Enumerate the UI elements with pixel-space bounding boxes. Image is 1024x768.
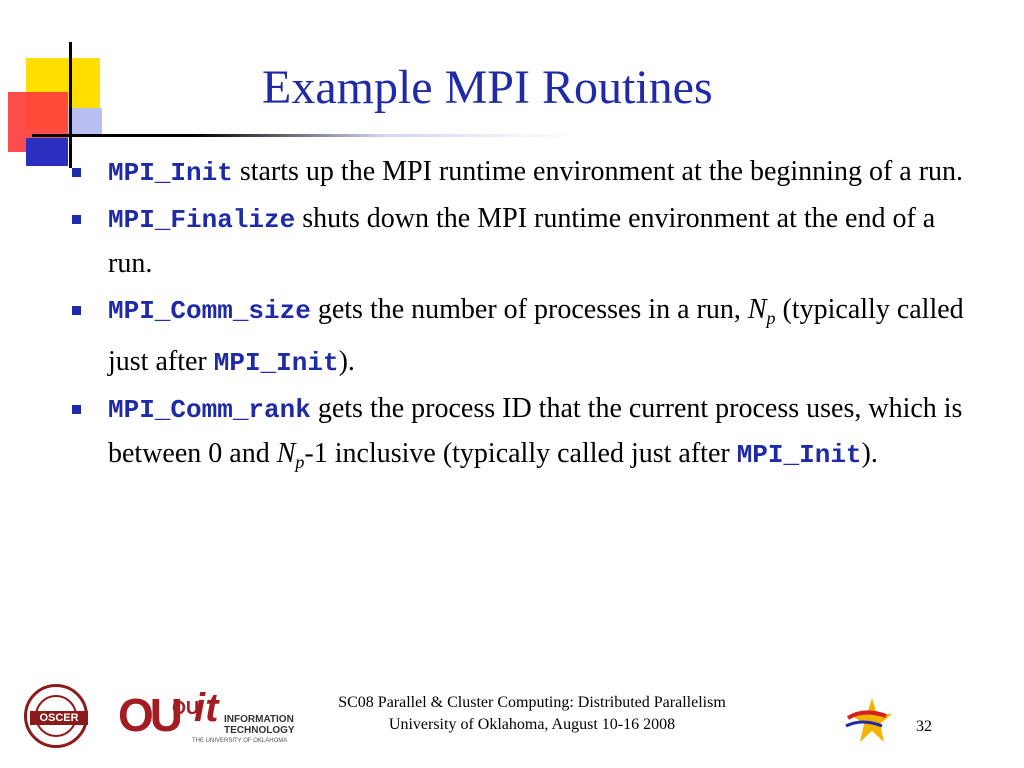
bullet-text: ). bbox=[338, 346, 355, 377]
it-label: INFORMATION TECHNOLOGY bbox=[224, 714, 295, 736]
code-term: MPI_Init bbox=[736, 440, 862, 470]
bullet-item bbox=[70, 150, 980, 195]
sc08-star-logo bbox=[842, 696, 892, 746]
variable-subscript: p bbox=[295, 452, 305, 472]
variable: N bbox=[276, 438, 296, 469]
bullet-text: gets the process ID that the current process uses, which is between 0 and bbox=[108, 393, 963, 469]
bullet-square-icon bbox=[72, 168, 81, 177]
footer-logos bbox=[24, 684, 294, 752]
bullet-text: gets the number of processes in a run, bbox=[317, 294, 741, 325]
bullet-square-icon bbox=[72, 306, 81, 315]
footer-caption bbox=[292, 692, 772, 736]
footer-line-2: University of Oklahoma, August 10-16 2008 bbox=[388, 716, 676, 733]
bullet-item bbox=[70, 288, 980, 385]
variable-subscript: p bbox=[766, 308, 776, 328]
deco-horizontal-line bbox=[32, 134, 572, 137]
code-term: MPI_Init bbox=[108, 158, 233, 188]
variable: N bbox=[747, 294, 767, 325]
bullet-text: -1 inclusive (typically called just after bbox=[304, 438, 730, 469]
bullet-item bbox=[70, 197, 980, 286]
bullet-text: ). bbox=[861, 438, 878, 469]
footer-line-1: SC08 Parallel & Cluster Computing: Distributed Parallelism bbox=[338, 694, 726, 711]
oscer-label: OSCER bbox=[30, 711, 88, 725]
code-term: MPI_Comm_size bbox=[108, 296, 311, 326]
bullet-text: starts up the MPI runtime environment at the beginning of a run. bbox=[239, 156, 964, 187]
code-term: MPI_Finalize bbox=[108, 205, 296, 235]
it-sub-label: THE UNIVERSITY OF OKLAHOMA bbox=[192, 738, 288, 744]
page-number: 32 bbox=[916, 718, 932, 735]
bullet-list bbox=[70, 150, 980, 486]
bullet-square-icon bbox=[72, 215, 81, 224]
bullet-text: (typically called just after bbox=[108, 294, 964, 377]
oscer-seal-logo bbox=[24, 684, 88, 748]
code-term: MPI_Comm_rank bbox=[108, 395, 311, 425]
ou-logo: OU bbox=[118, 689, 179, 741]
it-logo: it bbox=[194, 686, 219, 730]
deco-blue-square bbox=[26, 138, 68, 166]
bullet-square-icon bbox=[72, 405, 81, 414]
deco-lightblue-square bbox=[68, 108, 102, 134]
bullet-item bbox=[70, 387, 980, 484]
bullet-text: shuts down the MPI runtime environment at the end of a run. bbox=[108, 203, 936, 279]
slide-title: Example MPI Routines bbox=[262, 61, 713, 114]
code-term: MPI_Init bbox=[213, 348, 339, 378]
ou-small-logo: OU bbox=[172, 698, 199, 718]
